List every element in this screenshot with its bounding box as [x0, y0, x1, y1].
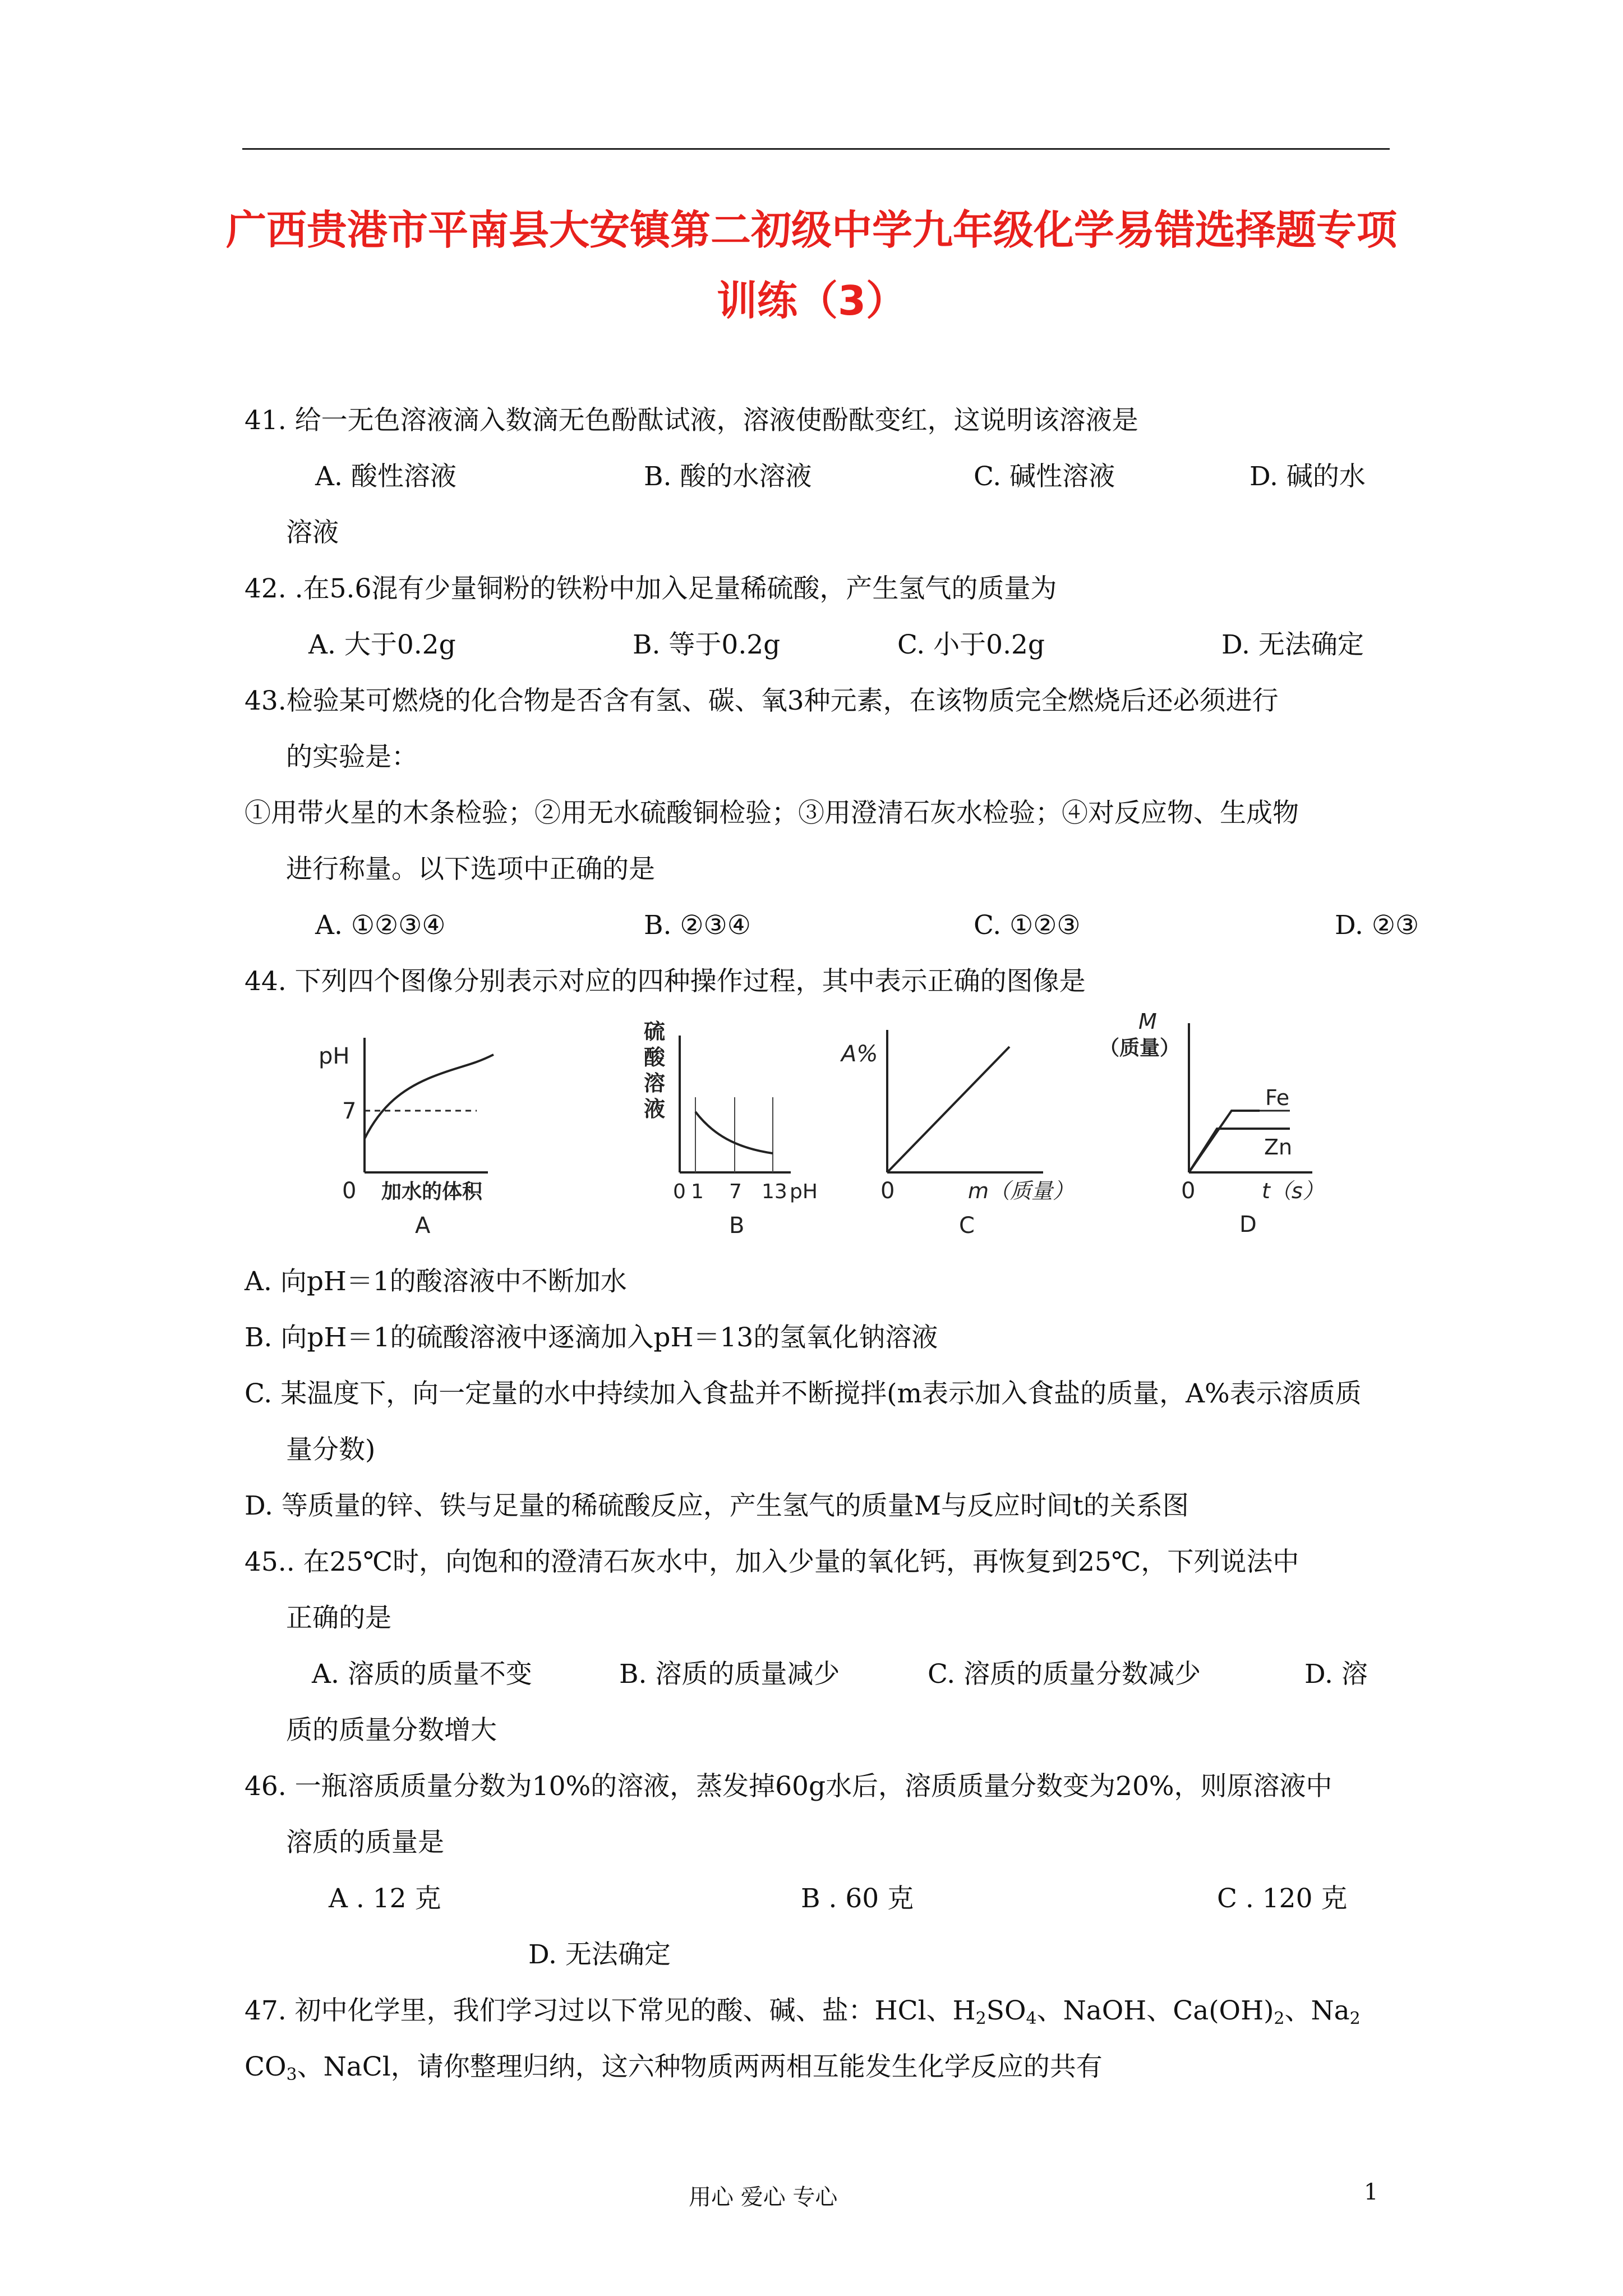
- q43-option-d: D. ②③: [1335, 910, 1419, 941]
- q43-option-b: B. ②③④: [644, 910, 751, 941]
- q42-option-d: D. 无法确定: [1221, 629, 1364, 660]
- question-45-stem: 45.. 在25℃时，向饱和的澄清石灰水中，加入少量的氧化钙，再恢复到25℃，下列说法中: [245, 1547, 1299, 1577]
- figure-b-ylabel-4: 液: [644, 1097, 666, 1121]
- figure-a-letter: A: [415, 1213, 431, 1239]
- figure-c-origin: 0: [880, 1178, 895, 1204]
- q45-option-a: A. 溶质的质量不变: [312, 1659, 532, 1690]
- figure-b-ylabel-3: 溶: [644, 1071, 666, 1096]
- page-number: 1: [1364, 2179, 1378, 2205]
- figure-a-xlabel: 加水的体积: [381, 1180, 483, 1203]
- figure-d-ylabel-2: （质量）: [1099, 1037, 1181, 1060]
- q46-option-b: B . 60 克: [801, 1883, 914, 1914]
- figure-d-zn-label: Zn: [1264, 1135, 1293, 1159]
- q47-text-naoh: 、NaOH、Ca(OH): [1036, 1995, 1274, 2026]
- figure-d-fe-label: Fe: [1265, 1085, 1290, 1110]
- q45-option-b: B. 溶质的质量减少: [619, 1659, 840, 1690]
- question-46-stem: 46. 一瓶溶质质量分数为10%的溶液，蒸发掉60g水后，溶质质量分数变为20%，则原溶液中: [245, 1771, 1332, 1802]
- figure-d-xlabel: t（s）: [1262, 1179, 1324, 1203]
- q45-option-d: D. 溶: [1304, 1659, 1368, 1690]
- figure-a-origin: 0: [342, 1178, 357, 1204]
- q44-option-c: C. 某温度下，向一定量的水中持续加入食盐并不断搅拌(m表示加入食盐的质量，A%表示溶质质: [245, 1378, 1362, 1409]
- question-46-stem-cont: 溶质的质量是: [286, 1827, 444, 1858]
- question-45-stem-cont: 正确的是: [286, 1603, 391, 1634]
- q46-option-a: A . 12 克: [329, 1883, 441, 1914]
- q47-sub-h2: 2: [975, 2009, 986, 2028]
- figure-c-xlabel: m（质量）: [968, 1179, 1075, 1203]
- q47-text-rest: 、NaCl，请你整理归纳，这六种物质两两相互能发生化学反应的共有: [297, 2051, 1103, 2082]
- question-44-stem: 44. 下列四个图像分别表示对应的四种操作过程，其中表示正确的图像是: [245, 966, 1086, 997]
- q41-option-d: D. 碱的水: [1249, 461, 1366, 492]
- figure-d: [1099, 1009, 1324, 1240]
- figure-b-tick-13: 13: [762, 1180, 787, 1203]
- figure-c-letter: C: [959, 1213, 975, 1239]
- figure-b-ylabel-2: 酸: [644, 1045, 666, 1070]
- q47-sub-so4: 4: [1026, 2009, 1037, 2028]
- q47-text-co: CO: [245, 2051, 287, 2082]
- figure-d-ylabel: M: [1138, 1009, 1157, 1034]
- figure-c: [841, 1024, 1075, 1240]
- figure-d-letter: D: [1239, 1212, 1257, 1237]
- question-43-methods: ①用带火星的木条检验；②用无水硫酸铜检验；③用澄清石灰水检验；④对反应物、生成物: [245, 798, 1299, 829]
- figure-b-tick-7: 7: [729, 1180, 742, 1203]
- question-41-stem: 41. 给一无色溶液滴入数滴无色酚酞试液，溶液使酚酞变红，这说明该溶液是: [245, 405, 1138, 436]
- footer-motto: 用心 爱心 专心: [689, 2184, 838, 2210]
- question-47-stem-cont: [245, 2050, 1103, 2092]
- q42-option-b: B. 等于0.2g: [633, 629, 781, 660]
- figure-c-line: [887, 1047, 1009, 1172]
- figure-d-origin: 0: [1181, 1178, 1196, 1204]
- q47-text-so4: SO: [986, 1995, 1026, 2026]
- q47-sub-na: 2: [1349, 2009, 1361, 2028]
- q47-sub-caoh: 2: [1274, 2009, 1285, 2028]
- q41-option-d-cont: 溶液: [286, 517, 339, 548]
- q44-option-d: D. 等质量的锌、铁与足量的稀硫酸反应，产生氢气的质量M与反应时间t的关系图: [245, 1490, 1189, 1521]
- q46-option-d: D. 无法确定: [528, 1939, 671, 1970]
- q44-option-c-cont: 量分数): [286, 1434, 376, 1465]
- q41-option-c: C. 碱性溶液: [974, 461, 1115, 492]
- figure-a-ylabel: pH: [319, 1043, 350, 1069]
- page-title: 广西贵港市平南县大安镇第二初级中学九年级化学易错选择题专项: [225, 206, 1397, 254]
- figure-b-letter: B: [729, 1213, 745, 1239]
- q47-sub-co3: 3: [286, 2065, 297, 2085]
- q44-option-a: A. 向pH＝1的酸溶液中不断加水: [245, 1266, 627, 1297]
- question-47-stem: [245, 1994, 1361, 2036]
- q42-option-c: C. 小于0.2g: [897, 629, 1045, 660]
- figure-d-fe-line: [1189, 1111, 1260, 1172]
- figure-a-curve: [365, 1055, 494, 1139]
- q41-option-a: A. 酸性溶液: [315, 461, 457, 492]
- figure-b-tick-0: 0: [673, 1180, 686, 1203]
- figure-c-ylabel: A%: [841, 1041, 878, 1067]
- figure-a: [308, 1027, 510, 1240]
- question-43-methods-cont: 进行称量。以下选项中正确的是: [286, 854, 655, 885]
- q46-option-c: C . 120 克: [1217, 1883, 1348, 1914]
- figure-b-ylabel-1: 硫: [644, 1019, 666, 1044]
- q43-option-a: A. ①②③④: [315, 910, 446, 941]
- q45-option-d-cont: 质的质量分数增大: [286, 1715, 497, 1746]
- q45-option-c: C. 溶质的质量分数减少: [928, 1659, 1201, 1690]
- figure-a-seven: 7: [342, 1098, 357, 1124]
- header-rule: [242, 148, 1390, 150]
- figure-b-xlabel: pH: [790, 1180, 818, 1203]
- q43-option-c: C. ①②③: [974, 910, 1081, 941]
- q47-text-1: 47. 初中化学里，我们学习过以下常见的酸、碱、盐：HCl、H: [245, 1995, 976, 2026]
- figure-b: [639, 1013, 841, 1240]
- question-43-stem-cont: 的实验是：: [286, 742, 418, 772]
- q42-option-a: A. 大于0.2g: [308, 629, 456, 660]
- question-42-stem: 42. .在5.6混有少量铜粉的铁粉中加入足量稀硫酸，产生氢气的质量为: [245, 573, 1057, 604]
- figure-b-tick-1: 1: [691, 1180, 704, 1203]
- q44-option-b: B. 向pH＝1的硫酸溶液中逐滴加入pH＝13的氢氧化钠溶液: [245, 1322, 938, 1353]
- q41-option-b: B. 酸的水溶液: [644, 461, 812, 492]
- q47-text-na: 、Na: [1284, 1995, 1350, 2026]
- page-title-cont: 训练（3）: [716, 277, 907, 324]
- question-43-stem: 43.检验某可燃烧的化合物是否含有氢、碳、氧3种元素，在该物质完全燃烧后还必须进行: [245, 685, 1279, 716]
